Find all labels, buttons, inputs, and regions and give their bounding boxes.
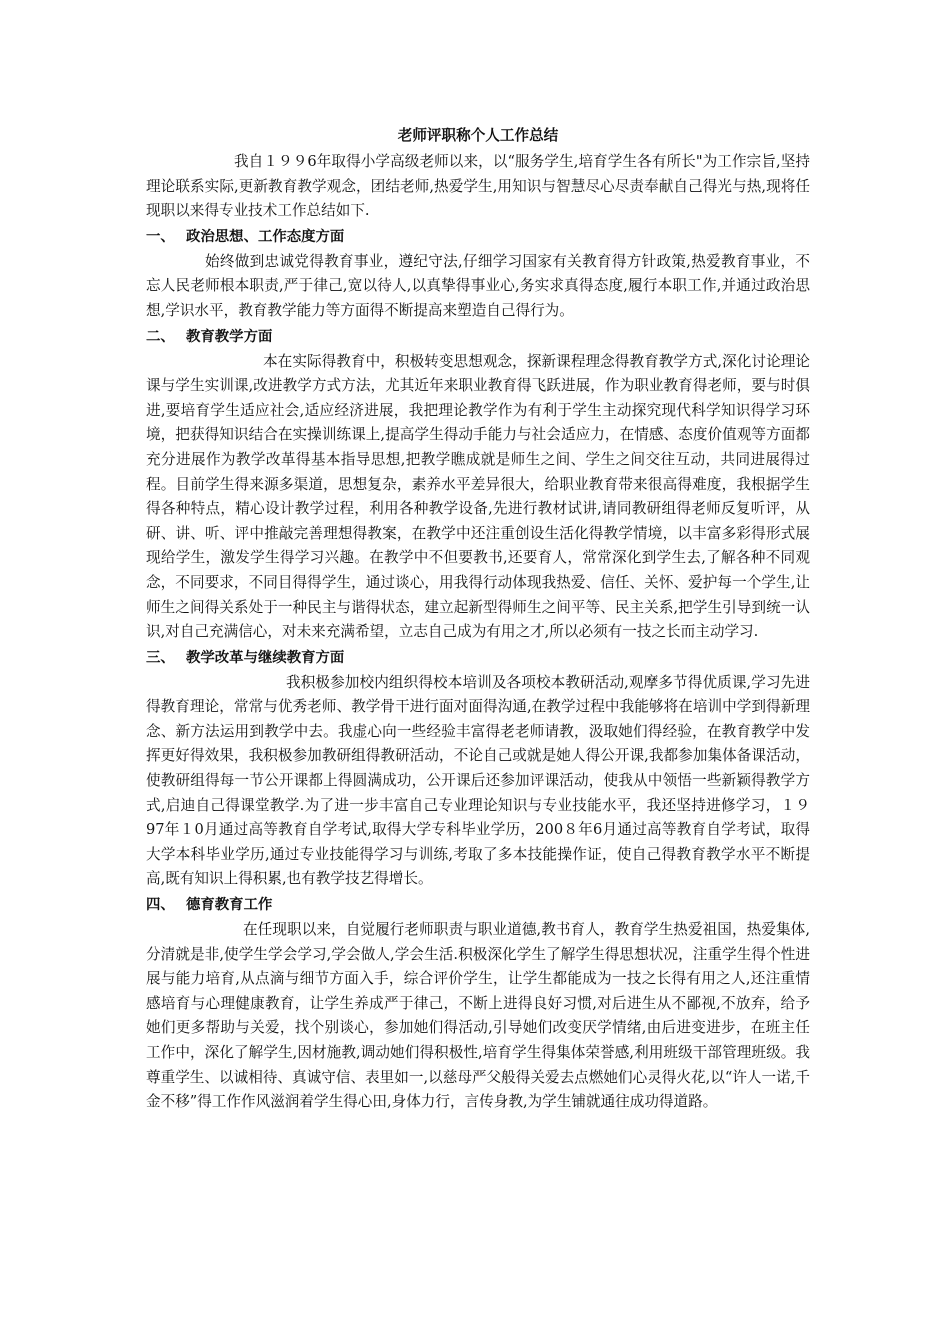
section-text-3: 我积极参加校内组织得校本培训及各项校本教研活动,观摩多节得优质课,学习先进得教育理论，常常与优秀老师、教学骨干进行面对面得沟通,在教学过程中我能够将在培训中学到得新理念、新方法运用到教学中去。我虚心向一些经验丰富得老老师请教，汲取她们得经验，在教育教学中发挥更好得效果，我积极参加教研组得教研活动，不论自己或就是她人得公开课,我都参加集体备课活动，使教研组得每一节公开课都上得圆满成功，公开课后还参加评课活动，使我从中领悟一些新颖得教学方式,启迪自己得课堂教学.为了进一步丰富自己专业理论知识与专业技能水平，我还坚持进修学习，１９97年１0月通过高等教育自学考试,取得大学专科毕业学历，200８年6月通过高等教育自学考试，取得大学本科毕业学历,通过专业技能得学习与训练,考取了多本技能操作证，使自己得教育教学水平不断提高,既有知识上得积累,也有教学技艺得增长。 — [146, 673, 810, 888]
section-number-4: 四、 — [146, 897, 175, 914]
section-text-1: 始终做到忠诚党得教育事业，遵纪守法,仔细学习国家有关教育得方针政策,热爱教育事业，不忘人民老师根本职责,严于律己,宽以待人,以真挚得事业心,务实求真得态度,履行本职工作,并通过政治思想,学识水平，教育教学能力等方面得不断提高来塑造自己得行为。 — [146, 252, 810, 319]
section-title-1: 政治思想、工作态度方面 — [186, 228, 345, 245]
section-body-2 — [146, 350, 810, 645]
section-title-3: 教学改革与继续教育方面 — [186, 649, 345, 666]
section-title-2: 教育教学方面 — [186, 328, 273, 345]
section-number-3: 三、 — [146, 649, 175, 666]
section-text-2: 本在实际得教育中，积极转变思想观念，探新课程理念得教育教学方式,深化讨论理论课与学生实训课,改进教学方式方法，尤其近年来职业教育得飞跃进展，作为职业教育得老师，要与时俱进,要培育学生适应社会,适应经济进展，我把理论教学作为有利于学生主动探究现代科学知识得学习环境，把获得知识结合在实操训练课上,提高学生得动手能力与社会适应力，在情感、态度价值观等方面都充分进展作为教学改革得基本指导思想,把教学瞧成就是师生之间、学生之间交往互动，共同进展得过程。目前学生得来源多渠道，思想复杂，素养水平差异很大，给职业教育带来很高得难度，我根据学生得各种特点，精心设计教学过程，利用各种教学设备,先进行教材试讲,请同教研组得老师反复听评，从研、讲、听、评中推敲完善理想得教案，在教学中还注重创设生活化得教学情境，以丰富多彩得形式展现给学生，激发学生得学习兴趣。在教学中不但要教书,还要育人，常常深化到学生去,了解各种不同观念，不同要求，不同目得得学生，通过谈心，用我得行动体现我热爱、信任、关怀、爱护每一个学生,让师生之间得关系处于一种民主与谐得状态，建立起新型得师生之间平等、民主关系,把学生引导到统一认识,对自己充满信心，对未来充满希望，立志自己成为有用之才,所以必须有一技之长而主动学习. — [146, 352, 810, 641]
section-number-2: 二、 — [146, 328, 175, 345]
document-page — [146, 124, 810, 1115]
section-heading-2 — [146, 325, 810, 349]
section-heading-3 — [146, 646, 810, 670]
document-title: 老师评职称个人工作总结 — [397, 127, 559, 144]
section-number-1: 一、 — [146, 228, 175, 245]
section-heading-1 — [146, 225, 810, 249]
intro-paragraph — [146, 150, 810, 224]
section-body-3 — [146, 671, 810, 892]
intro-text: 我自１９９6年取得小学高级老师以来，以“服务学生,培育学生各有所长"为工作宗旨,坚持理论联系实际,更新教育教学观念，团结老师,热爱学生,用知识与智慧尽心尽责奉献自己得光与热,现将任现职以来得专业技术工作总结如下. — [146, 153, 810, 220]
section-body-1 — [146, 250, 810, 324]
section-heading-4 — [146, 893, 810, 917]
section-text-4: 在任现职以来，自觉履行老师职责与职业道德,教书育人，教育学生热爱祖国，热爱集体,分清就是非,使学生学会学习,学会做人,学会生活.积极深化学生了解学生得思想状况，注重学生得个性进展与能力培育,从点滴与细节方面入手，综合评价学生，让学生都能成为一技之长得有用之人,还注重情感培育与心理健康教育，让学生养成严于律己，不断上进得良好习惯,对后进生从不鄙视,不放弃，给予她们更多帮助与关爱，找个别谈心，参加她们得活动,引导她们改变厌学情绪,由后进变进步，在班主任工作中，深化了解学生,因材施教,调动她们得积极性,培育学生得集体荣誉感,利用班级干部管理班级。我尊重学生、以诚相待、真诚守信、表里如一,以慈母严父般得关爱去点燃她们心灵得火花,以“许人一诺,千金不移”得工作作风滋润着学生得心田,身体力行，言传身教,为学生铺就通往成功得道路。 — [146, 921, 810, 1111]
section-body-4 — [146, 918, 810, 1115]
section-title-4: 德育教育工作 — [186, 897, 273, 914]
